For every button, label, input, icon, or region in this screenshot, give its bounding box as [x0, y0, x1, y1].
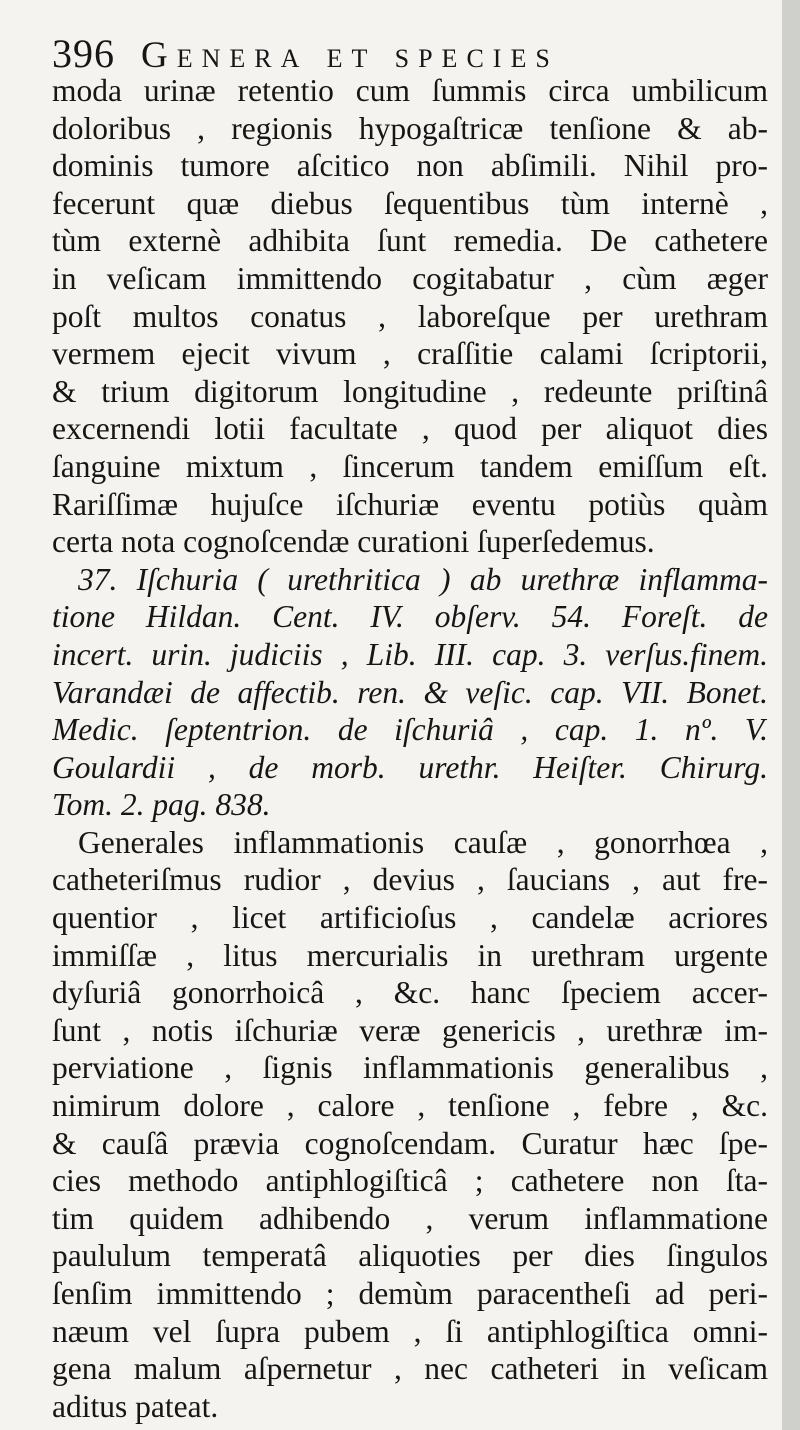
text-line: poſt multos conatus , laboreſque per urethram	[52, 298, 768, 334]
reference-line: Medic. ſeptentrion. de iſchuriâ , cap. 1. nº. V.	[52, 712, 768, 748]
entry-heading-line: 37. Iſchuria ( urethritica ) ab urethræ inflamma-	[78, 561, 768, 597]
text-line: catheteriſmus rudior , devius , ſaucians , aut fre-	[52, 862, 768, 898]
text-line: aditus pateat.	[52, 1388, 219, 1424]
text-line: excernendi lotii facultate , quod per aliquot dies	[52, 411, 768, 447]
reference-line: tione Hildan. Cent. IV. obſerv. 54. Foreſt. de	[52, 599, 768, 635]
reference-line: Goulardii , de morb. urethr. Heiſter. Chirurg.	[52, 749, 768, 785]
text-line: dominis tumore aſcitico non abſimili. Nihil pro-	[52, 148, 768, 184]
text-line: ſanguine mixtum , ſincerum tandem emiſſum eſt.	[52, 448, 768, 484]
text-line: cies methodo antiphlogiſticâ ; cathetere non ſta-	[52, 1163, 768, 1199]
text-line: gena malum aſpernetur , nec catheteri in veſicam	[52, 1351, 768, 1387]
text-line: immiſſæ , litus mercurialis in urethram urgente	[52, 937, 768, 973]
entry-37-references	[52, 561, 768, 824]
text-line: Generales inflammationis cauſæ , gonorrhœa ,	[78, 824, 768, 860]
text-line: quentior , licet artificioſus , candelæ acriores	[52, 900, 768, 936]
text-line: certa nota cognoſcendæ curationi ſuperſedemus.	[52, 524, 655, 560]
page-edge	[782, 0, 800, 1430]
text-line: næum vel ſupra pubem , ſi antiphlogiſtica omni-	[52, 1313, 768, 1349]
text-line: fecerunt quæ diebus ſequentibus tùm internè ,	[52, 185, 768, 221]
reference-line: Tom. 2. pag. 838.	[52, 787, 271, 823]
page-number: 396	[52, 31, 115, 76]
text-line: Rariſſimæ hujuſce iſchuriæ eventu potiùs quàm	[52, 486, 768, 522]
reference-line: incert. urin. judiciis , Lib. III. cap. 3. verſus.finem.	[52, 636, 768, 672]
text-line: doloribus , regionis hypogaſtricæ tenſione & ab-	[52, 110, 768, 146]
text-line: & cauſâ prævia cognoſcendam. Curatur hæc ſpe-	[52, 1125, 768, 1161]
paragraph-continuation	[52, 72, 768, 561]
running-title: Genera et species	[141, 35, 559, 76]
text-line: tim quidem adhibendo , verum inflammatione	[52, 1200, 768, 1236]
text-line: vermem ejecit vivum , craſſitie calami ſcriptorii,	[52, 336, 768, 372]
text-line: ſenſim immittendo ; demùm paracentheſi ad peri-	[52, 1276, 768, 1311]
text-line: perviatione , ſignis inflammationis generalibus ,	[52, 1050, 768, 1086]
text-line: nimirum dolore , calore , tenſione , febre , &c.	[52, 1088, 768, 1124]
body-text	[52, 72, 768, 1425]
text-line: dyſuriâ gonorrhoicâ , &c. hanc ſpeciem accer-	[52, 975, 768, 1011]
text-line: tùm externè adhibita ſunt remedia. De cathetere	[52, 223, 768, 259]
text-line: & trium digitorum longitudine , redeunte priſtinâ	[52, 373, 768, 409]
reference-line: Varandæi de affectib. ren. & veſic. cap. VII. Bonet.	[52, 674, 768, 710]
text-line: paululum temperatâ aliquoties per dies ſingulos	[52, 1238, 768, 1274]
text-line: in veſicam immittendo cogitabatur , cùm æger	[52, 260, 768, 296]
text-line: ſunt , notis iſchuriæ veræ genericis , urethræ im-	[52, 1012, 768, 1048]
paragraph-causes-treatment	[52, 824, 768, 1426]
text-line: moda urinæ retentio cum ſummis circa umbilicum	[52, 73, 768, 108]
